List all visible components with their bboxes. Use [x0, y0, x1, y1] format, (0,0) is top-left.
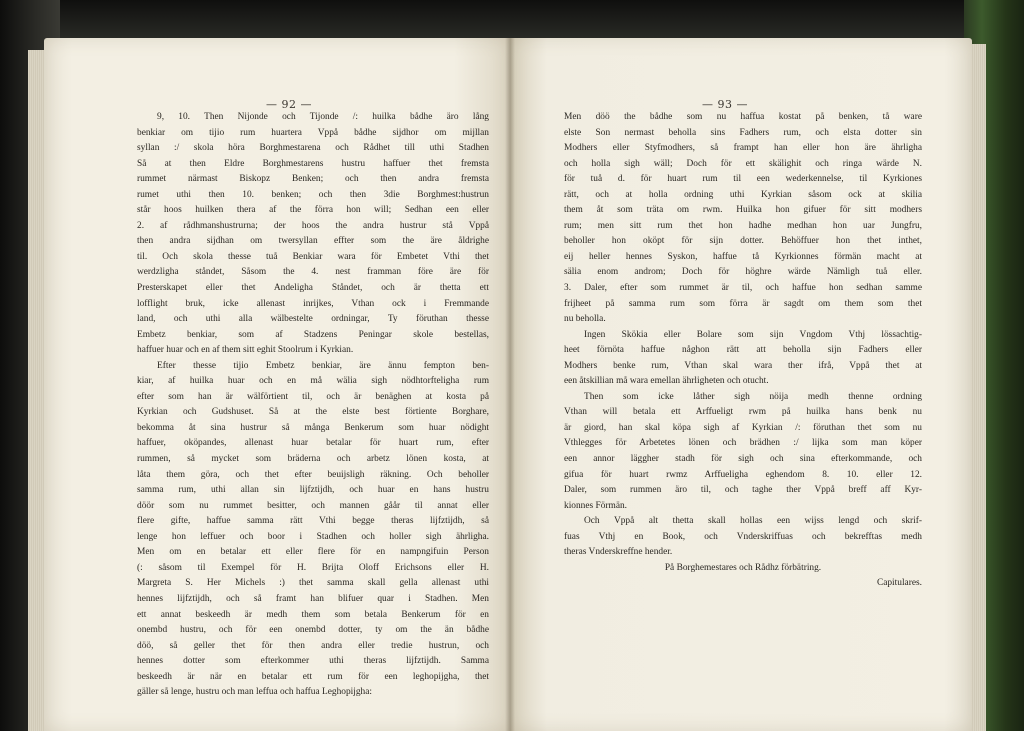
text-line: bekomma åt sina hustrur så många Benkerum som huar nödight: [137, 422, 489, 433]
text-line: Vthan will betala ett Arffueligt rwm på huilka hans benk nu: [564, 407, 922, 418]
background-top: [0, 0, 1024, 40]
book-gutter: [505, 38, 515, 731]
text-line: flere gifte, haffue samma rätt Vthi begge theras lijfztijdh, så: [137, 516, 489, 527]
text-line: rumet uthi then 10. benken; och then 3die Borghmest:hustrun: [137, 189, 489, 200]
text-line: döö, så geller thet för then andra eller tredie hustrun, och: [137, 640, 489, 651]
text-line: (: såsom til Exempel för H. Brijta Oloff Erichsons eller H.: [137, 562, 489, 573]
text-line: onembd hustru, och för een onembd dotter, ty om the än bådhe: [137, 625, 489, 636]
text-line: På Borghemestares och Rådhz förbätring.: [664, 562, 822, 573]
text-line: Presterskapet eller thet Andeligha Ståndet, och är thetta ett: [137, 283, 489, 294]
text-line: Modhers benke rum, Vthan skal wara ther ifrå, Vppå thet at: [564, 360, 922, 371]
text-line: heet förnöta haffue någhon rätt att beholla sijn Fadhers eller: [564, 345, 922, 356]
text-line: låta them göra, och thet efter beuijsligh räkning. Och beholler: [137, 469, 489, 480]
text-line: Modhers eller Styfmodhers, så frampt han eller hon äre ährligha: [564, 143, 922, 154]
page-edges-left: [28, 50, 44, 731]
text-line: samma rum, uthi allan sin lijfztijdh, och huar en hans hustru: [137, 485, 489, 496]
text-line: gifua för huart rwmz Arffueligha eghendom 8. 10. eller 12.: [564, 469, 922, 480]
text-line: står hoos huilken thera af the förra hon will; Sedhan een eller: [137, 205, 489, 216]
text-line: eij heller hennes Syskon, haffue tå Kyrkionnes förmän macht at: [564, 251, 922, 262]
text-line: lenge hon leffuer och boor i Stadhen och holler sigh ährligha.: [137, 531, 489, 542]
text-line: nu beholla.: [564, 314, 606, 325]
text-line: efter som han är wälförtient til, och är benäghen at kosta på: [137, 391, 489, 402]
text-line: 9, 10. Then Nijonde och Tijonde /: huilka bådhe äro lång: [157, 112, 489, 122]
text-line: 3. Daler, efter som rummet är til, och haffue hon sedhan samme: [564, 283, 922, 294]
text-line: rätt, och at holla ordning uthi Kyrkian såsom ock at skilia: [564, 189, 922, 200]
text-line: för tuå d. för huart rum til een wederkennelse, til Kyrkiones: [564, 174, 922, 185]
text-line: Så at then Eldre Borghmestarens hustru haffuer thet fremsta: [137, 158, 489, 169]
right-page-number: — 93 —: [702, 98, 748, 111]
text-line: een åtskillian må wara emellan ährligheten och otucht.: [564, 376, 769, 387]
text-line: gäller så lenge, hustru och man leffua och haffua Leghopijgha:: [137, 687, 372, 698]
text-line: fuas Vthj en Book, och Vnderskriffuas och bekrefftas medh: [564, 531, 922, 542]
text-line: Men döö the bådhe som nu haffua kostat på benken, tå ware: [564, 112, 922, 122]
left-page-number: — 92 —: [266, 98, 312, 111]
text-line: them åt som träta om rwm. Huilka hon gifuer för sitt modhers: [564, 205, 922, 216]
text-line: beskeedh är när en betalar ett rum för een leghopijgha, thet: [137, 671, 489, 682]
text-line: Daler, som rummen äro til, och taghe ther Vppå breff aff Kyr-: [564, 485, 922, 496]
text-line: haffuer, oköpandes, allenast huar betalar för huart rum, efter: [137, 438, 489, 449]
text-line: döör som nu rummet besitter, och mannen gåår til annat eller: [137, 500, 489, 511]
text-line: hennes dotter som efterkommer uthi theras lijfztijdh. Samma: [137, 656, 489, 667]
text-line: rummen, så mycket som bräderna och arbetz lönen kosta, at: [137, 454, 489, 465]
left-page-text: [137, 110, 489, 701]
text-line: lofflight bruk, icke allenast inrijkes, Vthan ock i Fremmande: [137, 298, 489, 309]
text-line: Embetz benkiar, som af Stadzens Peningar skole bestellas,: [137, 329, 489, 340]
text-line: Then som icke låther sigh nöija medh thenne ordning: [584, 391, 922, 402]
text-line: Men om en betalar ett eller flere för en nampngifuin Person: [137, 547, 489, 558]
text-line: een annor läggher stadh för sigh och sina efterkommande, och: [564, 454, 922, 465]
text-line: ett annat beskeedh är medh them som betala Benkerum för en: [137, 609, 489, 620]
text-line: land, och uthi alla wälbestelte ordningar, Ty föruthan thesse: [137, 314, 489, 325]
right-page-text: [564, 110, 922, 592]
text-line: är giord, han skal köpa sigh af Kyrkian /: föruthan thet som nu: [564, 422, 922, 433]
text-line: och holla sigh wäll; Doch för ett skälighit och ringa wärde N.: [564, 158, 922, 169]
left-page: [44, 38, 510, 731]
text-line: kionnes Förmän.: [564, 500, 628, 511]
text-line: frijheet på samma rum som förra är sagdt om them som thet: [564, 298, 922, 309]
text-line: til. Och skola thesse tuå Benkiar wara för Embetet Vthi thet: [137, 251, 489, 262]
text-line: kiar, af huilka huar och en må wälia sigh nödhtorfteligha rum: [137, 376, 489, 387]
page-edges-right: [972, 44, 986, 731]
text-line: rum; men sitt rum thet hon hadhe medhan hon uar Jungfru,: [564, 220, 922, 231]
text-line: syllan :/ skola höra Borghmestarena och Rådhet till uthi Stadhen: [137, 143, 489, 154]
text-line: then andra sijdhan om twersyllan effter som the äre åldrighe: [137, 236, 489, 247]
text-line: Efter thesse tijio Embetz benkiar, äre ännu fempton ben-: [157, 360, 489, 371]
text-line: theras Vnderskreffne hender.: [564, 547, 673, 558]
text-line: beholler hon oköpt för sijn dotter. Behöffuer hon thet inthet,: [564, 236, 922, 247]
text-line: werdzligha ståndet, Såsom the 4. nest framman före äre för: [137, 267, 489, 278]
text-line: Kyrkian och Gudshuset. Så at the elste best förtiente Borghare,: [137, 407, 489, 418]
text-line: Margreta S. Her Michels :) thet samma skall gella allenast uthi: [137, 578, 489, 589]
right-page: [510, 38, 972, 731]
text-line: elste Son nermast beholla sins Fadhers rum, och elsta dotter sin: [564, 127, 922, 138]
text-line: Capitulares.: [876, 578, 922, 589]
text-line: 2. af rådhmanshustrurna; der hoos the andra hustrur stå Vppå: [137, 220, 489, 231]
text-line: benkiar om tijio rum huartera Vppå bådhe sijdhor om mijllan: [137, 127, 489, 138]
text-line: sälia enom androm; Doch för höghre wärde Nämligh tuå eller.: [564, 267, 922, 278]
text-line: rummet närmast Biskopz Benken; och then andra fremsta: [137, 174, 489, 185]
text-line: Ingen Skökia eller Bolare som sijn Vngdom Vthj lössachtig-: [584, 329, 922, 340]
text-line: Vthlegges för Arbetetes lönen och brädhen :/ lijka som man köper: [564, 438, 922, 449]
text-line: Och Vppå alt thetta skall hollas een wijss lengd och skrif-: [584, 516, 922, 527]
text-line: hennes lijfztijdh, och så framt han blifuer quar i Stadhen. Men: [137, 593, 489, 604]
text-line: haffuer huar och en af them sitt eghit Stoolrum i Kyrkian.: [137, 345, 354, 356]
